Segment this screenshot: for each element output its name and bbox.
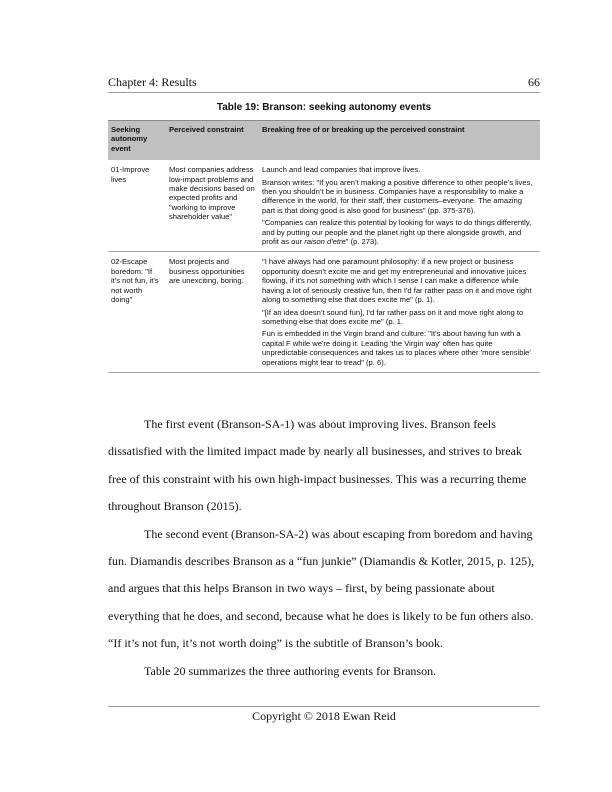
cell-paragraph: Launch and lead companies that improve lives. bbox=[262, 165, 421, 175]
body-paragraph: The first event (Branson-SA-1) was about improving lives. Branson feels dissatisfied with the limited impact made by nearly all businesses, and strives to break free of this constraint with his own high-impact businesses. This was a recurring theme throughout Branson (2015). bbox=[108, 417, 527, 514]
column-header-breaking-free: Breaking free of or breaking up the perceived constraint bbox=[259, 121, 540, 161]
table-row bbox=[108, 160, 540, 252]
cell-event: 01-Improve lives bbox=[108, 160, 166, 252]
cell-paragraph: Branson writes: "If you aren’t making a positive difference to other people’s lives, then you shouldn’t be in business. Companies have a responsibility to make a difference in the world, for their staff, their customers–everyone. The amazing part is that doing good is also good for business" (pp. 375-376). bbox=[262, 177, 533, 215]
autonomy-events-table bbox=[108, 120, 540, 373]
cell-breaking-free bbox=[259, 160, 540, 252]
body-paragraph: Table 20 summarizes the three authoring events for Branson. bbox=[144, 663, 437, 678]
page-number: 66 bbox=[528, 75, 540, 89]
cell-paragraph: "I have always had one paramount philosophy: if a new project or business opportunity doesn’t excite me and get my entrepreneurial and innovative juices flowing, if it's not something with which I sense I can make a difference while having a lot of seriously creative fun, then I'd far rather pass on it and move right along to something else that does excite me" (p. 1). bbox=[262, 257, 532, 305]
italic-phrase: raison d'etre bbox=[304, 237, 346, 247]
body-paragraph: The second event (Branson-SA-2) was about escaping from boredom and having fun. Diamandis describes Branson as a “fun junkie” (Diamandis & Kotler, 2015, p. 125), and argues that this helps Branson in two ways – first, by being passionate about everything that he does, and second, because what he does is likely to be fun others also. “If it’s not fun, it’s not worth doing” is the subtitle of Branson’s book. bbox=[108, 526, 535, 651]
cell-breaking-free bbox=[259, 252, 540, 372]
column-header-constraint: Perceived constraint bbox=[166, 121, 259, 161]
quote-text: "Companies can realize this potential by looking for ways to do things differently, and by putting our people and the planet right up there alongside growth, and profit as our bbox=[262, 218, 532, 247]
table-header-row bbox=[108, 121, 540, 161]
chapter-title: Chapter 4: Results bbox=[108, 75, 197, 89]
cell-constraint: Most projects and business opportunities are unexciting, boring. bbox=[166, 252, 259, 372]
cell-constraint: Most companies address low-impact problems and make decisions based on expected profits and "working to improve shareholder value" bbox=[166, 160, 259, 252]
running-header bbox=[108, 72, 540, 92]
quote-citation: " (p. 273). bbox=[345, 237, 379, 247]
header-divider bbox=[108, 92, 540, 93]
table-caption: Table 19: Branson: seeking autonomy events bbox=[216, 102, 432, 113]
column-header-event: Seeking autonomy event bbox=[108, 121, 166, 161]
cell-paragraph: "[If an idea doesn’t sound fun], I'd far rather pass on it and move right along to something else that does excite me" (p. 1. bbox=[262, 307, 524, 326]
cell-paragraph bbox=[262, 218, 537, 246]
cell-paragraph: Fun is embedded in the Virgin brand and culture: "It's about having fun with a capital F while we're doing it. Leading 'the Virgin way' often has quite unpredictable consequences and takes us to places where other 'more sensible' operations might fear to tread" (p. 6). bbox=[262, 329, 531, 367]
body-text bbox=[108, 411, 540, 685]
footer-divider bbox=[108, 706, 540, 707]
copyright-footer: Copyright © 2018 Ewan Reid bbox=[252, 709, 396, 723]
table-row bbox=[108, 252, 540, 372]
cell-event: 02-Escape boredom: "If it's not fun, it's not worth doing" bbox=[108, 252, 166, 372]
